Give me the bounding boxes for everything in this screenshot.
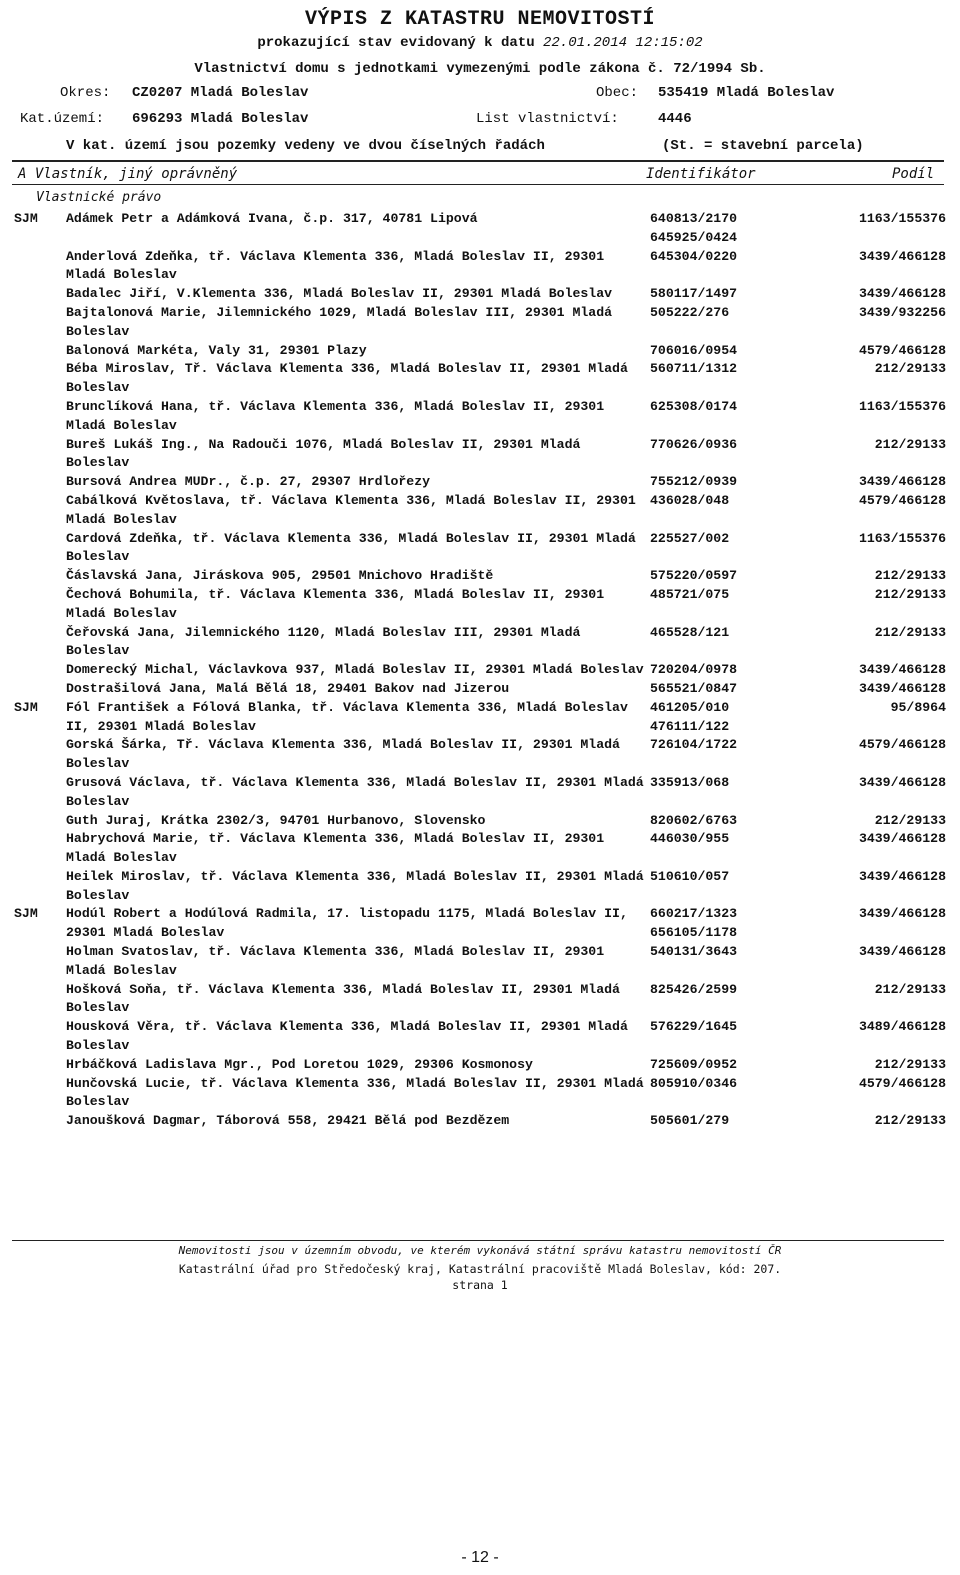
page-number: - 12 - — [461, 1549, 499, 1566]
owner-share: 212/29133 — [874, 1056, 946, 1072]
right-type-label: Vlastnické právo — [36, 190, 162, 205]
owner-identifier: 335913/068 — [650, 774, 730, 790]
owner-identifier-cell — [650, 360, 800, 398]
owner-share: 3439/466128 — [858, 662, 946, 678]
owner-identifier-cell — [650, 1112, 800, 1131]
owner-identifier-cell — [650, 567, 800, 586]
owner-identifier: 805910/0346 — [650, 1075, 738, 1091]
footer-office: Katastrální úřad pro Středočeský kraj, Katastrální pracoviště Mladá Boleslav, kód: 207. — [178, 1262, 782, 1276]
owner-name-address: Balonová Markéta, Valy 31, 29301 Plazy — [66, 342, 367, 358]
owner-row — [14, 1056, 946, 1075]
owner-identifier: 476111/122 — [650, 718, 730, 734]
owner-row — [14, 530, 946, 568]
owner-name-address: Badalec Jiří, V.Klementa 336, Mladá Boleslav II, 29301 Mladá Boleslav — [66, 286, 613, 302]
owner-column-header: A Vlastník, jiný oprávněný — [18, 166, 238, 182]
ownership-prefix: SJM — [14, 211, 38, 226]
owner-share: 3439/466128 — [858, 248, 946, 264]
owner-row — [14, 680, 946, 699]
owner-identifier: 625308/0174 — [650, 398, 738, 414]
owner-row — [14, 567, 946, 586]
owner-name-address: Čechová Bohumila, tř. Václava Klementa 336, Mladá Boleslav II, 29301 Mladá Boleslav — [66, 586, 605, 621]
header-rule — [12, 184, 944, 185]
ownership-prefix — [14, 981, 66, 1019]
owner-identifier: 580117/1497 — [650, 286, 738, 302]
owner-identifier-cell — [650, 1075, 800, 1113]
ownership-prefix — [14, 943, 66, 981]
owner-row — [14, 981, 946, 1019]
ownership-prefix — [14, 398, 66, 436]
ownership-prefix — [14, 436, 66, 474]
owner-share: 212/29133 — [874, 568, 946, 584]
status-date: 22.01.2014 12:15:02 — [543, 35, 703, 51]
footer-page: strana 1 — [452, 1278, 508, 1292]
owner-identifier: 560711/1312 — [650, 361, 738, 377]
owners-table-body — [14, 210, 946, 1131]
owner-share: 212/29133 — [874, 586, 946, 602]
owner-row — [14, 1075, 946, 1113]
parcel-note: V kat. území jsou pozemky vedeny ve dvou číselných řadách — [66, 138, 545, 154]
list-label: List vlastnictví: — [476, 111, 619, 127]
top-rule — [12, 160, 944, 162]
owner-identifier-cell — [650, 905, 800, 943]
owner-identifier: 576229/1645 — [650, 1019, 738, 1035]
owner-name-address: Bursová Andrea MUDr., č.p. 27, 29307 Hrdlořezy — [66, 474, 431, 490]
owner-identifier-cell — [650, 774, 800, 812]
owner-identifier: 725609/0952 — [650, 1056, 738, 1072]
ownership-prefix — [14, 304, 66, 342]
owner-row — [14, 436, 946, 474]
owner-identifier-cell — [650, 624, 800, 662]
owner-identifier-cell — [650, 868, 800, 906]
parcel-legend: (St. = stavební parcela) — [662, 138, 864, 154]
ownership-prefix: SJM — [14, 699, 38, 715]
owner-identifier: 820602/6763 — [650, 812, 738, 828]
owner-row — [14, 812, 946, 831]
owner-name-address: Hodúl Robert a Hodúlová Radmila, 17. listopadu 1175, Mladá Boleslav II, 29301 Mladá Boleslav — [66, 906, 628, 941]
ownership-prefix — [14, 492, 66, 530]
owner-row — [14, 661, 946, 680]
ownership-prefix — [14, 624, 66, 662]
owner-name-address: Gorská Šárka, Tř. Václava Klementa 336, Mladá Boleslav II, 29301 Mladá Boleslav — [66, 737, 620, 772]
obec-label: Obec: — [596, 85, 639, 101]
owner-identifier-cell — [650, 304, 800, 342]
ownership-prefix — [14, 1112, 66, 1131]
owner-name-address: Cardová Zdeňka, tř. Václava Klementa 336, Mladá Boleslav II, 29301 Mladá Boleslav — [66, 530, 636, 565]
owner-identifier: 446030/955 — [650, 831, 730, 847]
owner-name-address: Habrychová Marie, tř. Václava Klementa 336, Mladá Boleslav II, 29301 Mladá Boleslav — [66, 831, 605, 866]
owner-row — [14, 868, 946, 906]
owner-share: 4579/466128 — [858, 1075, 946, 1091]
footer-rule — [12, 1240, 944, 1241]
owner-identifier: 706016/0954 — [650, 342, 738, 358]
owner-name-address: Holman Svatoslav, tř. Václava Klementa 336, Mladá Boleslav II, 29301 Mladá Boleslav — [66, 944, 605, 978]
owner-identifier: 645304/0220 — [650, 248, 738, 264]
katuzemi-label: Kat.území: — [20, 111, 105, 127]
owner-share: 212/29133 — [874, 981, 946, 997]
owner-row — [14, 210, 946, 248]
ownership-prefix — [14, 1056, 66, 1075]
owner-identifier-cell — [650, 342, 800, 361]
owner-share: 212/29133 — [874, 624, 946, 640]
owner-identifier-cell — [650, 830, 800, 868]
ownership-type: Vlastnictví domu s jednotkami vymezenými podle zákona č. 72/1994 Sb. — [194, 61, 766, 77]
ownership-prefix — [14, 774, 66, 812]
owner-row — [14, 1112, 946, 1131]
owner-identifier: 575220/0597 — [650, 568, 738, 584]
owner-name-address: Adámek Petr a Adámková Ivana, č.p. 317, 40781 Lipová — [66, 211, 478, 226]
owner-name-address: Grusová Václava, tř. Václava Klementa 336, Mladá Boleslav II, 29301 Mladá Boleslav — [66, 774, 644, 809]
owner-identifier: 540131/3643 — [650, 944, 738, 960]
owner-name-address: Čáslavská Jana, Jiráskova 905, 29501 Mnichovo Hradiště — [66, 568, 494, 584]
owner-identifier: 770626/0936 — [650, 436, 738, 452]
owner-identifier: 485721/075 — [650, 586, 730, 602]
footer-note: Nemovitosti jsou v územním obvodu, ve kterém vykonává státní správu katastru nemovitostí ČR — [178, 1244, 782, 1257]
owner-identifier: 645925/0424 — [650, 229, 738, 245]
owner-row — [14, 285, 946, 304]
owner-row — [14, 624, 946, 662]
owner-identifier-cell — [650, 210, 800, 248]
owner-identifier-cell — [650, 436, 800, 474]
owner-identifier-cell — [650, 680, 800, 699]
owner-identifier-cell — [650, 248, 800, 286]
owner-row — [14, 905, 946, 943]
owner-name-address: Bureš Lukáš Ing., Na Radouči 1076, Mladá Boleslav II, 29301 Mladá Boleslav — [66, 436, 581, 471]
owner-name-address: Fól František a Fólová Blanka, tř. Václava Klementa 336, Mladá Boleslav II, 29301 Mladá Boleslav — [66, 699, 628, 734]
owner-name-address: Housková Věra, tř. Václava Klementa 336, Mladá Boleslav II, 29301 Mladá Boleslav — [66, 1019, 628, 1054]
owner-name-address: Hošková Soňa, tř. Václava Klementa 336, Mladá Boleslav II, 29301 Mladá Boleslav — [66, 981, 620, 1016]
ownership-prefix — [14, 736, 66, 774]
owner-row — [14, 943, 946, 981]
owner-identifier-cell — [650, 1018, 800, 1056]
identifier-column-header: Identifikátor — [646, 166, 756, 182]
ownership-prefix — [14, 473, 66, 492]
ownership-prefix — [14, 342, 66, 361]
ownership-prefix — [14, 830, 66, 868]
owner-identifier: 640813/2170 — [650, 211, 738, 226]
ownership-prefix — [14, 530, 66, 568]
owner-row — [14, 699, 946, 737]
ownership-prefix — [14, 1018, 66, 1056]
owner-name-address: Hrbáčková Ladislava Mgr., Pod Loretou 1029, 29306 Kosmonosy — [66, 1056, 533, 1072]
ownership-prefix — [14, 661, 66, 680]
owner-share: 3439/466128 — [858, 774, 946, 790]
owner-identifier: 510610/057 — [650, 868, 730, 884]
owner-share: 1163/155376 — [858, 398, 946, 414]
owner-identifier: 505222/276 — [650, 304, 730, 320]
owner-name-address: Anderlová Zdeňka, tř. Václava Klementa 336, Mladá Boleslav II, 29301 Mladá Boleslav — [66, 248, 605, 283]
owner-identifier: 436028/048 — [650, 492, 730, 508]
ownership-prefix — [14, 1075, 66, 1113]
owner-identifier-cell — [650, 473, 800, 492]
owner-name-address: Bajtalonová Marie, Jilemnického 1029, Mladá Boleslav III, 29301 Mladá Boleslav — [66, 304, 613, 339]
owner-identifier-cell — [650, 530, 800, 568]
owner-share: 3439/466128 — [858, 286, 946, 302]
owner-share: 3439/466128 — [858, 868, 946, 884]
owner-row — [14, 360, 946, 398]
ownership-prefix — [14, 868, 66, 906]
owner-identifier: 461205/010 — [650, 699, 730, 715]
owner-name-address: Dostrašilová Jana, Malá Bělá 18, 29401 Bakov nad Jizerou — [66, 680, 510, 696]
owner-name-address: Cabálková Květoslava, tř. Václava Klementa 336, Mladá Boleslav II, 29301 Mladá Boleslav — [66, 492, 636, 527]
owner-row — [14, 342, 946, 361]
owners-table — [14, 210, 946, 1131]
owner-identifier: 465528/121 — [650, 624, 730, 640]
owner-name-address: Janoušková Dagmar, Táborová 558, 29421 Bělá pod Bezdězem — [66, 1113, 510, 1129]
owner-name-address: Béba Miroslav, Tř. Václava Klementa 336, Mladá Boleslav II, 29301 Mladá Boleslav — [66, 361, 628, 396]
owner-identifier: 656105/1178 — [650, 925, 738, 941]
owner-identifier: 505601/279 — [650, 1113, 730, 1129]
owner-share: 4579/466128 — [858, 342, 946, 358]
owner-identifier: 660217/1323 — [650, 906, 738, 922]
owner-share: 3439/932256 — [858, 304, 946, 320]
owner-row — [14, 473, 946, 492]
owner-share: 3439/466128 — [858, 906, 946, 922]
list-value: 4446 — [658, 111, 692, 127]
owner-share: 4579/466128 — [858, 492, 946, 508]
okres-value: CZ0207 Mladá Boleslav — [132, 85, 309, 101]
owner-identifier-cell — [650, 661, 800, 680]
owner-row — [14, 830, 946, 868]
owner-identifier-cell — [650, 1056, 800, 1075]
owner-share: 3439/466128 — [858, 474, 946, 490]
owner-identifier-cell — [650, 492, 800, 530]
owner-identifier-cell — [650, 586, 800, 624]
ownership-prefix — [14, 360, 66, 398]
owner-identifier-cell — [650, 285, 800, 304]
ownership-prefix — [14, 285, 66, 304]
owner-name-address: Heilek Miroslav, tř. Václava Klementa 336, Mladá Boleslav II, 29301 Mladá Boleslav — [66, 868, 644, 903]
owner-row — [14, 1018, 946, 1056]
ownership-prefix — [14, 567, 66, 586]
ownership-prefix — [14, 248, 66, 286]
ownership-prefix — [14, 586, 66, 624]
owner-share: 1163/155376 — [858, 211, 946, 226]
owner-row — [14, 304, 946, 342]
okres-label: Okres: — [60, 85, 111, 101]
ownership-prefix — [14, 680, 66, 699]
owner-row — [14, 736, 946, 774]
status-line — [0, 35, 960, 51]
owner-identifier: 565521/0847 — [650, 680, 738, 696]
owner-name-address: Brunclíková Hana, tř. Václava Klementa 336, Mladá Boleslav II, 29301 Mladá Boleslav — [66, 398, 605, 433]
owner-identifier-cell — [650, 981, 800, 1019]
owner-share: 1163/155376 — [858, 530, 946, 546]
owner-identifier-cell — [650, 812, 800, 831]
owner-row — [14, 586, 946, 624]
owner-share: 212/29133 — [874, 812, 946, 828]
owner-share: 3489/466128 — [858, 1019, 946, 1035]
owner-name-address: Guth Juraj, Krátka 2302/3, 94701 Hurbanovo, Slovensko — [66, 812, 486, 828]
owner-share: 3439/466128 — [858, 944, 946, 960]
owner-row — [14, 398, 946, 436]
owner-name-address: Hunčovská Lucie, tř. Václava Klementa 336, Mladá Boleslav II, 29301 Mladá Boleslav — [66, 1075, 644, 1110]
owner-identifier-cell — [650, 699, 800, 737]
owner-identifier: 720204/0978 — [650, 662, 738, 678]
owner-identifier: 225527/002 — [650, 530, 730, 546]
owner-identifier: 825426/2599 — [650, 981, 738, 997]
owner-name-address: Domerecký Michal, Václavkova 937, Mladá Boleslav II, 29301 Mladá Boleslav — [66, 662, 644, 678]
ownership-prefix — [14, 812, 66, 831]
ownership-prefix: SJM — [14, 906, 38, 922]
owner-row — [14, 492, 946, 530]
owner-share: 3439/466128 — [858, 680, 946, 696]
owner-identifier: 726104/1722 — [650, 737, 738, 753]
owner-share: 3439/466128 — [858, 831, 946, 847]
owner-share: 212/29133 — [874, 1113, 946, 1129]
share-column-header: Podíl — [892, 166, 935, 182]
obec-value: 535419 Mladá Boleslav — [658, 85, 835, 101]
status-prefix: prokazující stav evidovaný k datu — [257, 35, 535, 51]
owner-share: 4579/466128 — [858, 737, 946, 753]
owner-identifier-cell — [650, 736, 800, 774]
document-title: VÝPIS Z KATASTRU NEMOVITOSTÍ — [304, 8, 656, 31]
owner-share: 212/29133 — [874, 361, 946, 377]
owner-identifier: 755212/0939 — [650, 474, 738, 490]
katuzemi-value: 696293 Mladá Boleslav — [132, 111, 309, 127]
owner-identifier-cell — [650, 943, 800, 981]
owner-row — [14, 248, 946, 286]
owner-row — [14, 774, 946, 812]
owner-share: 95/8964 — [890, 699, 946, 715]
owner-name-address: Čeřovská Jana, Jilemnického 1120, Mladá Boleslav III, 29301 Mladá Boleslav — [66, 624, 581, 659]
owner-identifier-cell — [650, 398, 800, 436]
owner-share: 212/29133 — [874, 436, 946, 452]
